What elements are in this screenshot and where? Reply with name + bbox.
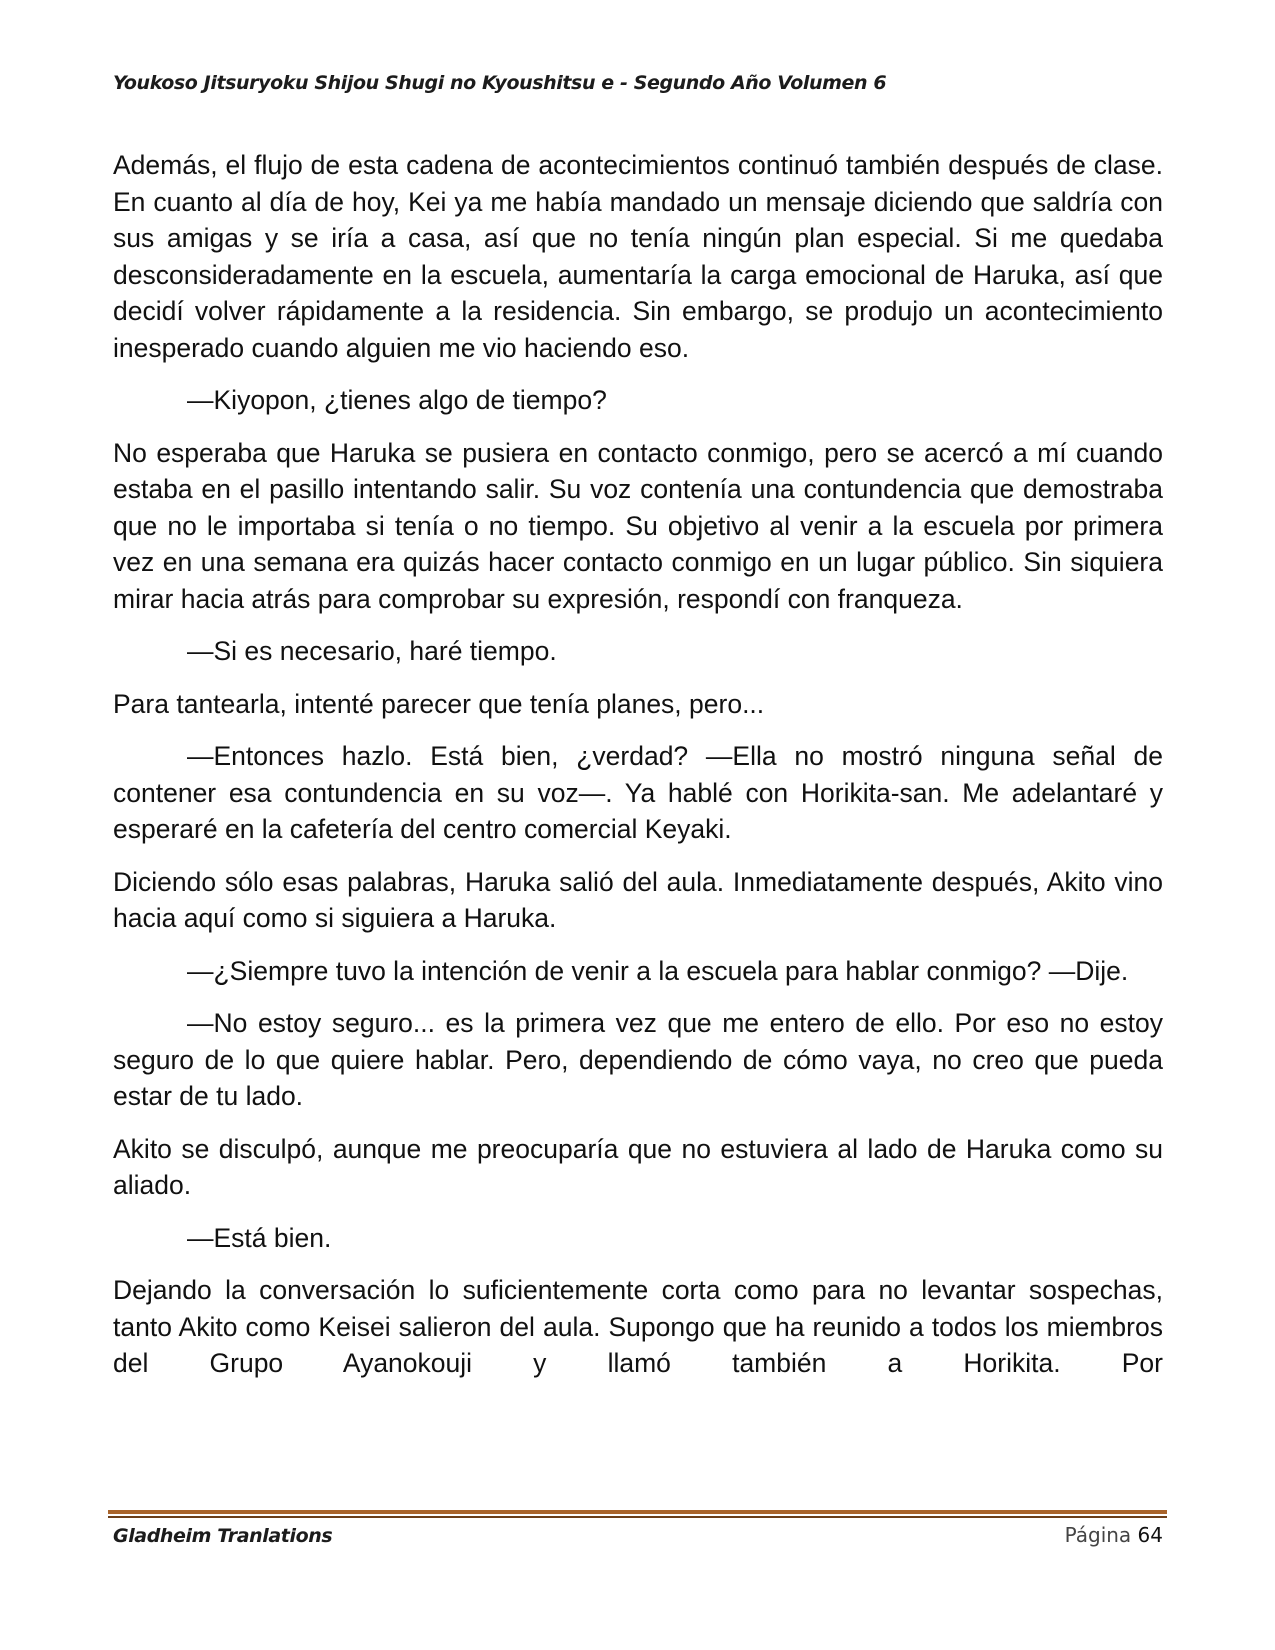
page-number-block — [1065, 1523, 1163, 1547]
dialogue-line-5: —No estoy seguro... es la primera vez que me entero de ello. Por eso no estoy seguro de lo que quiere hablar. Pero, dependiendo de cómo vaya, no creo que pueda estar de tu lado. — [113, 1008, 1163, 1111]
footer-credit: Gladheim Tranlations — [113, 1525, 333, 1547]
paragraph-6: Dejando la conversación lo suficientemente corta como para no levantar sospechas, tanto Akito como Keisei salieron del aula. Supongo que ha reunido a todos los miembros del Grupo Ayanokouji y llamó también a Horikita. Por — [113, 1275, 1163, 1378]
running-header: Youkoso Jitsuryoku Shijou Shugi no Kyoushitsu e - Segundo Año Volumen 6 — [113, 72, 887, 94]
paragraph-5: Akito se disculpó, aunque me preocuparía que no estuviera al lado de Haruka como su aliado. — [113, 1133, 1163, 1200]
page-label: Página — [1064, 1523, 1132, 1547]
dialogue-line-3: —Entonces hazlo. Está bien, ¿verdad? —Ella no mostró ninguna señal de contener esa contundencia en su voz—. Ya hablé con Horikita-san. Me adelantaré y esperaré en la cafetería del centro comercial Keyaki. — [113, 741, 1163, 844]
dialogue-line-1: —Kiyopon, ¿tienes algo de tiempo? — [187, 385, 607, 415]
footer-divider-thick — [108, 1510, 1167, 1514]
paragraph-1: Además, el flujo de esta cadena de acontecimientos continuó también después de clase. En cuanto al día de hoy, Kei ya me había mandado un mensaje diciendo que saldría con sus amigas y se iría a casa, así que no tenía ningún plan especial. Si me quedaba desconsideradamente en la escuela, aumentaría la carga emocional de Haruka, así que decidí volver rápidamente a la residencia. Sin embargo, se produjo un acontecimiento inesperado cuando alguien me vio haciendo eso. — [113, 150, 1163, 363]
footer-divider-thin — [108, 1516, 1167, 1518]
page-body — [113, 147, 1163, 1382]
paragraph-4: Diciendo sólo esas palabras, Haruka salió del aula. Inmediatamente después, Akito vino hacia aquí como si siguiera a Haruka. — [113, 866, 1163, 933]
paragraph-2: No esperaba que Haruka se pusiera en contacto conmigo, pero se acercó a mí cuando estaba en el pasillo intentando salir. Su voz contenía una contundencia que demostraba que no le importaba si tenía o no tiempo. Su objetivo al venir a la escuela por primera vez en una semana era quizás hacer contacto conmigo en un lugar público. Sin siquiera mirar hacia atrás para comprobar su expresión, respondí con franqueza. — [113, 437, 1163, 614]
page-number: 64 — [1137, 1523, 1163, 1547]
paragraph-3: Para tantearla, intenté parecer que tenía planes, pero... — [113, 688, 765, 719]
dialogue-line-2: —Si es necesario, haré tiempo. — [187, 636, 557, 666]
dialogue-line-6: —Está bien. — [187, 1222, 332, 1253]
dialogue-line-4: —¿Siempre tuvo la intención de venir a la escuela para hablar conmigo? —Dije. — [187, 955, 1129, 986]
footer-divider — [108, 1510, 1167, 1518]
